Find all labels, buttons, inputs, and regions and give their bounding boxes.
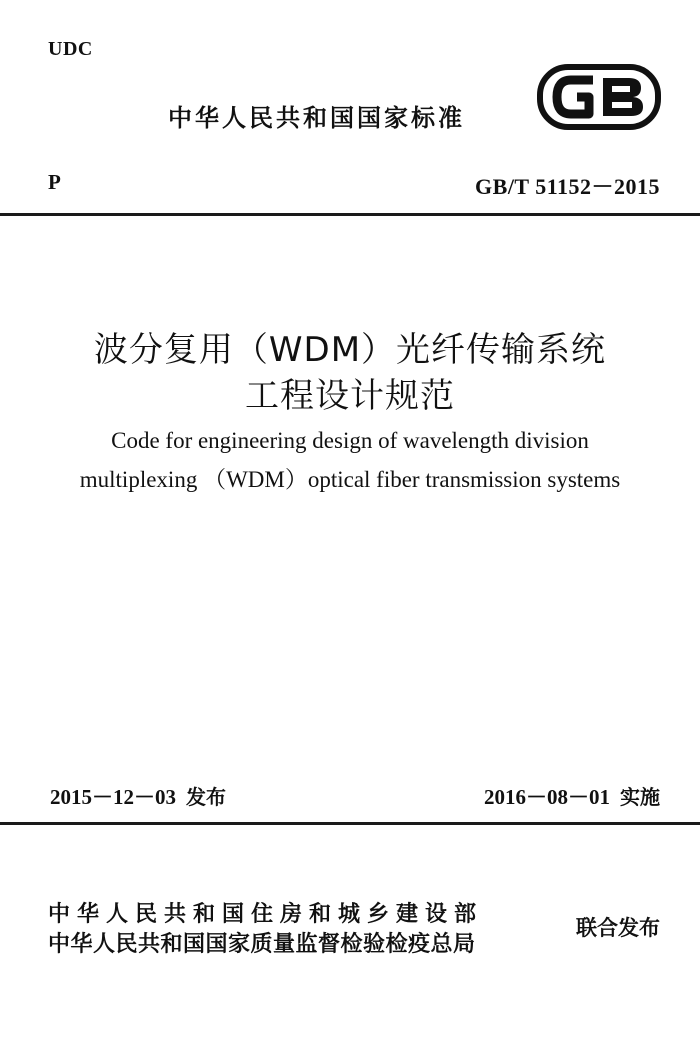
issuer-aqsiq: 中华人民共和国国家质量监督检验检疫总局 bbox=[48, 932, 476, 957]
title-chinese-line2: 工程设计规范 bbox=[245, 376, 455, 416]
standard-organization: 中华人民共和国国家标准 bbox=[168, 104, 465, 132]
title-english-line1: Code for engineering design of wavelength division bbox=[111, 428, 589, 453]
footer-divider bbox=[0, 822, 700, 825]
header-divider bbox=[0, 213, 700, 216]
gb-logo bbox=[537, 64, 661, 130]
joint-issue-label: 联合发布 bbox=[576, 916, 660, 940]
issue-date-row bbox=[50, 781, 226, 811]
title-chinese-line1: 波分复用（WDM）光纤传输系统 bbox=[93, 330, 607, 370]
issue-label: 发布 bbox=[186, 785, 226, 809]
udc-label: UDC bbox=[48, 38, 93, 60]
implement-date-row bbox=[484, 781, 660, 811]
issue-date: 2015－12－03 bbox=[50, 785, 176, 809]
standard-number: GB/T 51152－2015 bbox=[475, 174, 660, 199]
issuer-ministry: 中华人民共和国住房和城乡建设部 bbox=[48, 902, 484, 927]
classification-code: P bbox=[48, 170, 61, 194]
implement-date: 2016－08－01 bbox=[484, 785, 610, 809]
implement-label: 实施 bbox=[620, 785, 660, 809]
title-english-line2: multiplexing （WDM）optical fiber transmission systems bbox=[79, 467, 621, 492]
